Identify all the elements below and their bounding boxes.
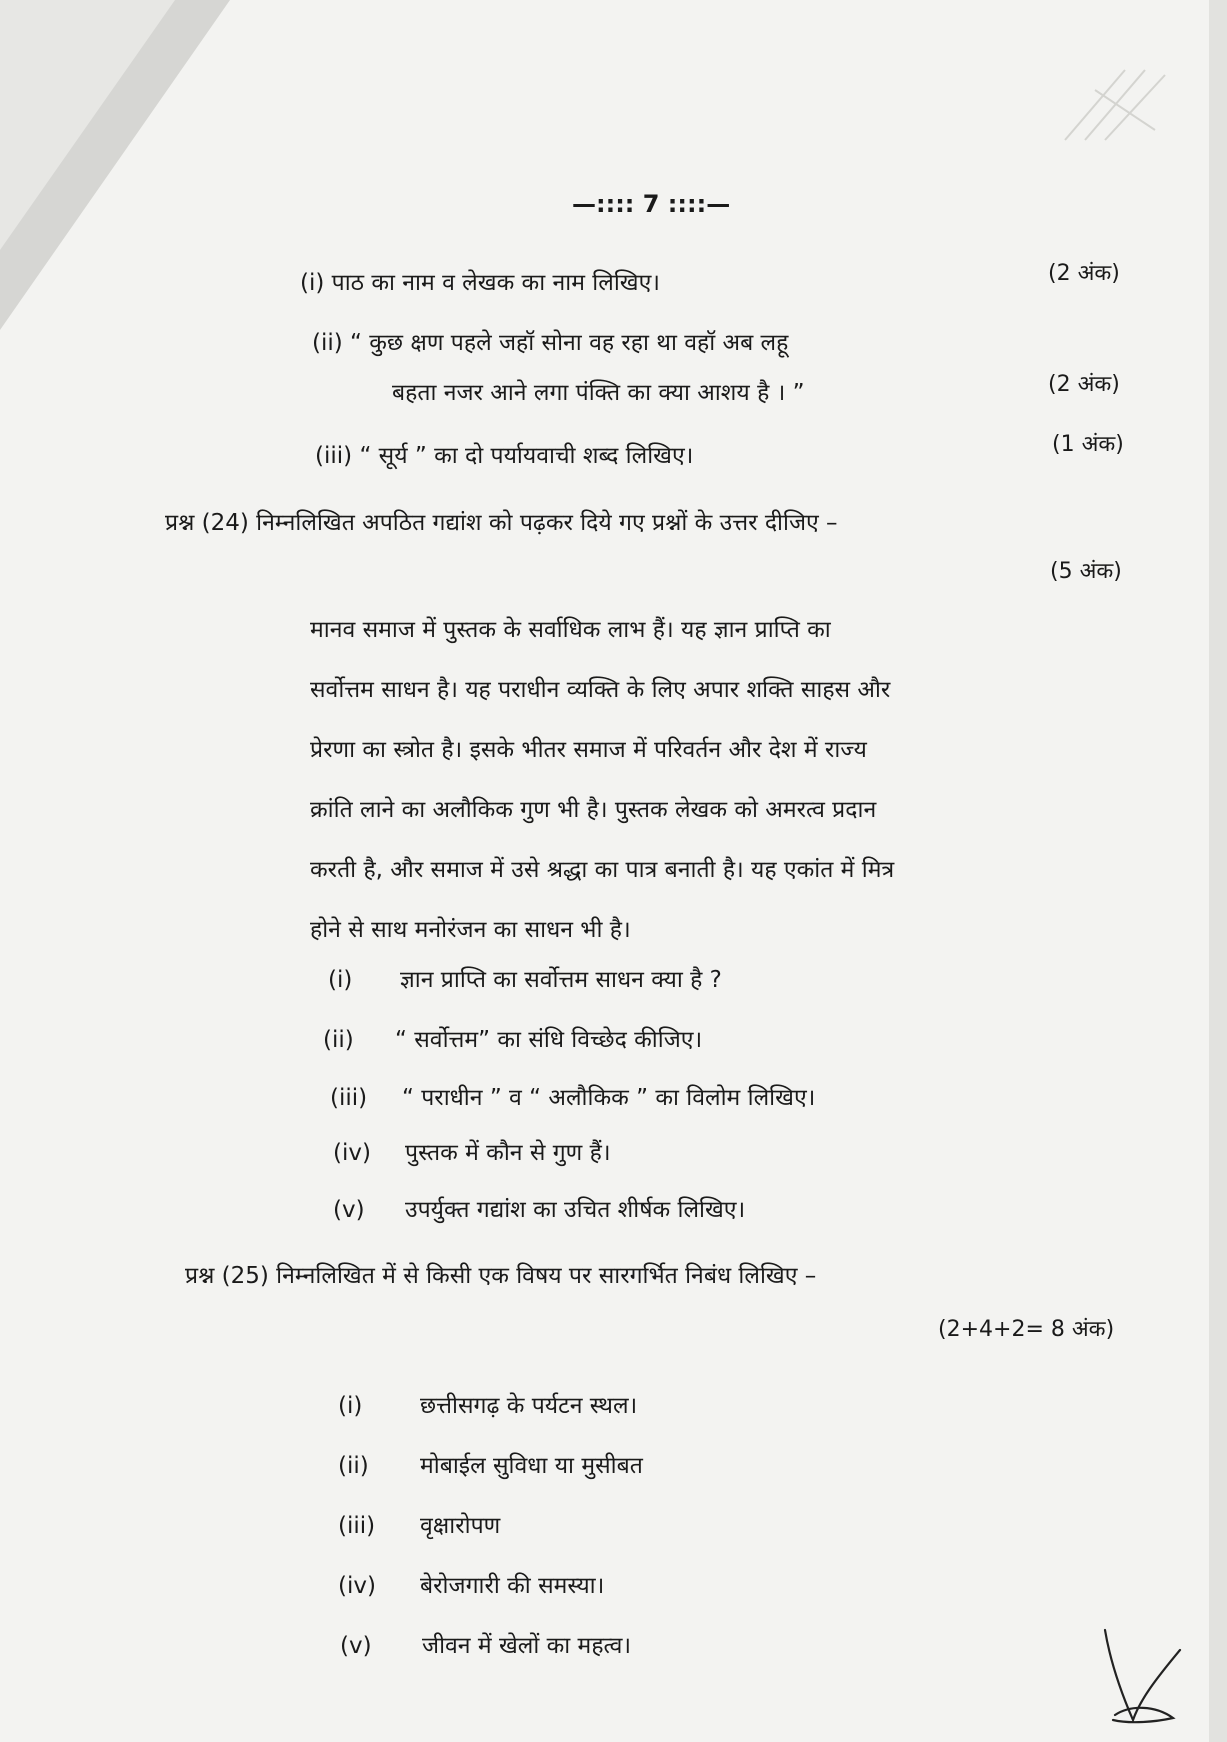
q24-passage-line: होने से साथ मनोरंजन का साधन भी है।	[310, 917, 631, 943]
q25-topic-label: (i)	[338, 1393, 363, 1419]
q23-part-iii-text: “ सूर्य ” का दो पर्यायवाची शब्द लिखिए।	[359, 443, 694, 469]
q25-topic-label: (iv)	[338, 1573, 376, 1599]
q24-question-i	[328, 962, 722, 994]
q24-question-iv	[333, 1135, 611, 1167]
q24-question-label: (iii)	[330, 1085, 368, 1111]
q25-topic-iv	[338, 1568, 604, 1600]
q23-part-i	[300, 265, 660, 297]
q23-part-ii-label: (ii)	[312, 330, 343, 356]
page-edge-shadow	[1209, 0, 1227, 1742]
q24-question-label: (i)	[328, 967, 353, 993]
q24-passage-line: करती है, और समाज में उसे श्रद्धा का पात्र बनाती है। यह एकांत में मित्र	[310, 857, 895, 883]
q25-heading: प्रश्न (25) निम्नलिखित में से किसी एक विषय पर सारगर्भित निबंध लिखिए –	[185, 1263, 817, 1289]
q25-topic-iii	[338, 1508, 500, 1540]
q24-question-text: “ पराधीन ” व “ अलौकिक ” का विलोम लिखिए।	[402, 1085, 816, 1111]
handwritten-signature-mark	[1085, 1620, 1205, 1730]
q24-marks: (5 अंक)	[1050, 559, 1122, 584]
q25-topic-v	[340, 1628, 631, 1660]
q24-passage-line: मानव समाज में पुस्तक के सर्वाधिक लाभ हैं। यह ज्ञान प्राप्ति का	[310, 617, 831, 643]
q23-part-ii-text: “ कुछ क्षण पहले जहॉ सोना वह रहा था वहॉ अब लहू	[350, 330, 789, 356]
q24-question-iii	[330, 1080, 815, 1112]
q23-part-ii-text-cont: बहता नजर आने लगा पंक्ति का क्या आशय है । ”	[392, 380, 805, 406]
q24-question-text: उपर्युक्त गद्यांश का उचित शीर्षक लिखिए।	[405, 1197, 746, 1223]
q25-marks: (2+4+2= 8 अंक)	[938, 1317, 1115, 1342]
q25-topic-label: (ii)	[338, 1453, 369, 1479]
q24-question-text: पुस्तक में कौन से गुण हैं।	[405, 1140, 611, 1166]
q23-part-i-marks: (2 अंक)	[1048, 261, 1120, 286]
folded-corner-inner	[0, 0, 175, 250]
q24-heading: प्रश्न (24) निम्नलिखित अपठित गद्यांश को पढ़कर दिये गए प्रश्नों के उत्तर दीजिए –	[165, 510, 838, 536]
q23-part-i-label: (i)	[300, 270, 325, 296]
q25-topic-text: मोबाईल सुविधा या मुसीबत	[420, 1453, 643, 1479]
q24-question-text: ज्ञान प्राप्ति का सर्वोत्तम साधन क्या है ?	[400, 967, 722, 993]
q24-question-label: (ii)	[323, 1027, 354, 1053]
q24-question-label: (v)	[333, 1197, 365, 1223]
q23-part-i-text: पाठ का नाम व लेखक का नाम लिखिए।	[331, 270, 661, 296]
q24-question-v	[333, 1192, 745, 1224]
q23-part-ii	[312, 325, 788, 357]
q24-question-text: “ सर्वोत्तम” का संधि विच्छेद कीजिए।	[395, 1027, 703, 1053]
q25-topic-label: (iii)	[338, 1513, 376, 1539]
q24-question-label: (iv)	[333, 1140, 371, 1166]
q25-topic-text: बेरोजगारी की समस्या।	[420, 1573, 605, 1599]
q25-topic-i	[338, 1388, 637, 1420]
q23-part-ii-marks: (2 अंक)	[1048, 372, 1120, 397]
q23-part-iii-label: (iii)	[315, 443, 353, 469]
q24-passage-line: सर्वोत्तम साधन है। यह पराधीन व्यक्ति के लिए अपार शक्ति साहस और	[310, 677, 891, 703]
q25-topic-text: छत्तीसगढ़ के पर्यटन स्थल।	[420, 1393, 638, 1419]
page-number: —:::: 7 ::::—	[572, 190, 731, 218]
q23-part-iii-marks: (1 अंक)	[1052, 432, 1124, 457]
q25-topic-ii	[338, 1448, 643, 1480]
q25-topic-label: (v)	[340, 1633, 372, 1659]
q25-topic-text: जीवन में खेलों का महत्व।	[422, 1633, 632, 1659]
q24-question-ii	[323, 1022, 702, 1054]
q24-passage-line: क्रांति लाने का अलौकिक गुण भी है। पुस्तक लेखक को अमरत्व प्रदान	[310, 797, 877, 823]
q23-part-iii	[315, 438, 693, 470]
q25-topic-text: वृक्षारोपण	[420, 1513, 501, 1539]
q24-passage-line: प्रेरणा का स्त्रोत है। इसके भीतर समाज में परिवर्तन और देश में राज्य	[310, 737, 867, 763]
bleed-through-mark	[1055, 50, 1175, 150]
